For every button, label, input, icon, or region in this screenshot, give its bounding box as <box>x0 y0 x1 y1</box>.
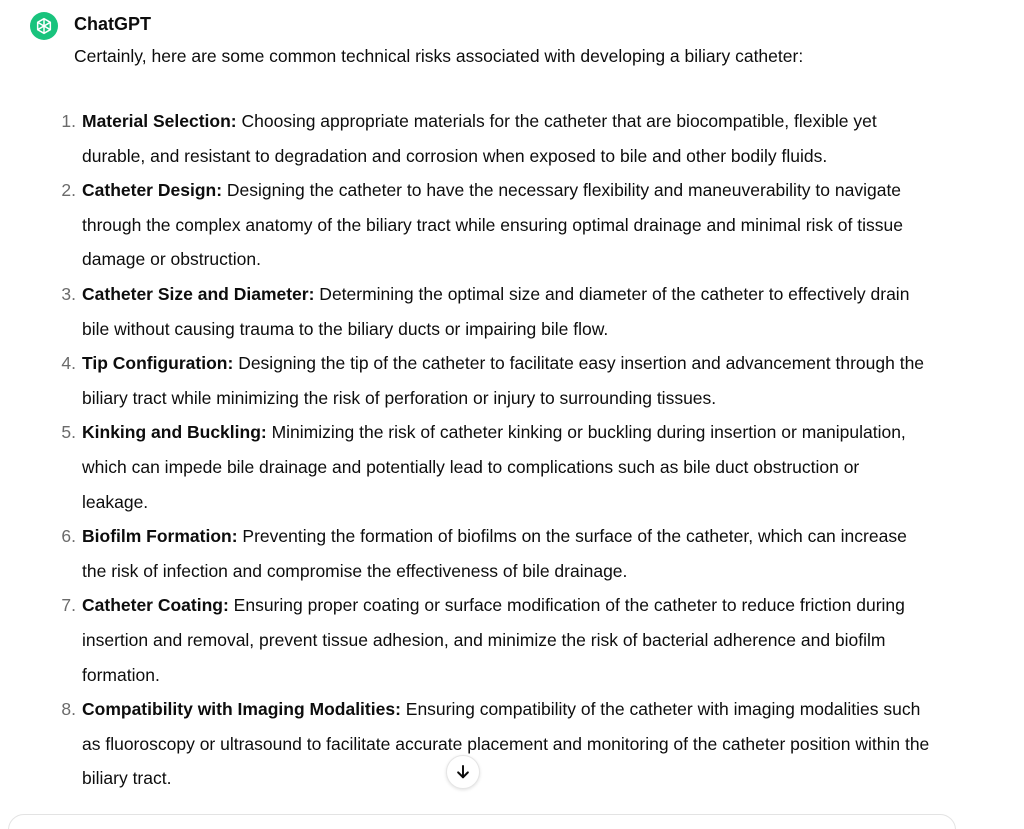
list-item-term: Material Selection: <box>82 111 237 131</box>
list-item-term: Catheter Coating: <box>82 595 229 616</box>
scroll-to-bottom-button[interactable] <box>446 755 480 789</box>
risk-list <box>30 104 930 796</box>
list-item <box>30 173 930 277</box>
list-item-term: Catheter Size and Diameter: <box>82 283 315 304</box>
list-item-term: Compatibility with Imaging Modalities: <box>82 699 401 720</box>
list-item-text: Designing the tip of the catheter to facilitate easy insertion and advancement through the biliary tract while minimizing the risk of perforation or injury to surrounding tissues. <box>82 353 925 408</box>
list-item-text: Preventing the formation of biofilms on the surface of the catheter, which can increase the risk of infection and compromise the effectiveness of bile drainage. <box>82 526 907 581</box>
list-item-term: Catheter Design: <box>82 180 223 201</box>
list-item <box>30 519 930 588</box>
list-item <box>30 277 930 346</box>
list-item-text: Designing the catheter to have the necessary flexibility and maneuverability to navigate through the complex anatomy of the biliary tract while ensuring optimal drainage and minimal risk of tissue damage or obstruction. <box>82 180 903 270</box>
list-item-number: 7. <box>61 595 76 616</box>
list-item <box>30 588 930 692</box>
message-author: ChatGPT <box>74 14 152 34</box>
avatar <box>30 12 58 40</box>
list-item-text: Ensuring compatibility of the catheter with imaging modalities such as fluoroscopy or ultrasound to facilitate accurate placement and monitoring of the catheter position within the biliary tract. <box>82 699 930 789</box>
list-item <box>30 346 930 415</box>
list-item-term: Kinking and Buckling: <box>82 422 267 443</box>
list-item-number: 4. <box>61 353 76 374</box>
openai-logo-icon <box>34 16 54 36</box>
list-item <box>30 692 930 796</box>
list-item-term: Tip Configuration: <box>82 353 234 374</box>
list-item-term: Biofilm Formation: <box>82 526 238 547</box>
list-item-number: 3. <box>61 283 76 304</box>
list-item-text: Choosing appropriate materials for the catheter that are biocompatible, flexible yet durable, and resistant to degradation and corrosion when exposed to bile and other bodily fluids. <box>82 111 877 166</box>
message-intro: Certainly, here are some common technical risks associated with developing a biliary catheter: <box>74 46 804 66</box>
arrow-down-icon <box>454 763 472 781</box>
list-item-text: Minimizing the risk of catheter kinking or buckling during insertion or manipulation, which can impede bile drainage and potentially lead to complications such as bile duct obstruction or leakage. <box>82 422 906 512</box>
list-item-text: Ensuring proper coating or surface modification of the catheter to reduce friction during insertion and removal, prevent tissue adhesion, and minimize the risk of bacterial adherence and biofilm formation. <box>82 595 905 685</box>
list-item-number: 2. <box>61 180 76 201</box>
list-item <box>30 415 930 519</box>
message-input-box[interactable] <box>8 814 956 829</box>
list-item-number: 5. <box>61 422 76 443</box>
list-item-number: 8. <box>61 699 76 720</box>
list-item-text: Determining the optimal size and diameter of the catheter to effectively drain bile without causing trauma to the biliary ducts or impairing bile flow. <box>82 283 910 339</box>
list-item-number: 6. <box>61 526 76 547</box>
list-item-number: 1. <box>61 111 76 131</box>
list-item <box>30 104 930 173</box>
